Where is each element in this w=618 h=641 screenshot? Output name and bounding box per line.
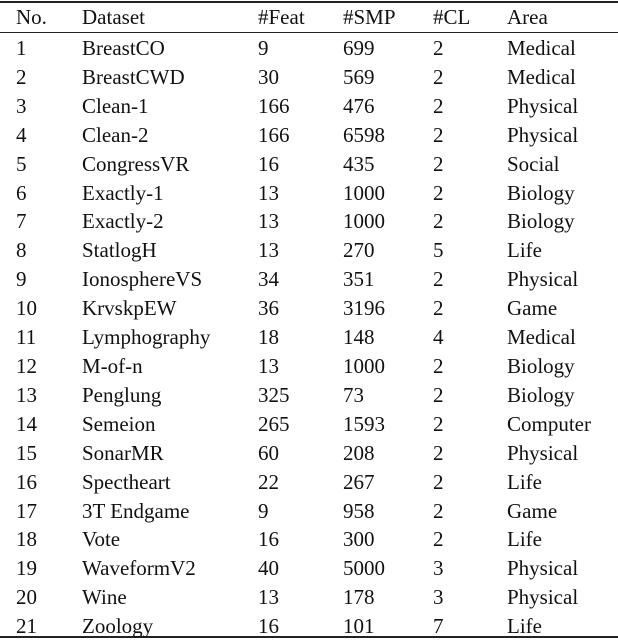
cell-no: 3 [16, 93, 27, 118]
cell-cl: 2 [433, 93, 444, 118]
cell-area: Life [507, 614, 542, 639]
cell-cl: 2 [433, 382, 444, 407]
cell-smp: 300 [343, 527, 375, 552]
cell-dataset: BreastCWD [82, 64, 185, 89]
cell-area: Physical [507, 556, 579, 581]
cell-feat: 13 [258, 209, 279, 234]
cell-dataset: M-of-n [82, 353, 143, 378]
table-row [0, 32, 618, 63]
cell-area: Computer [507, 411, 591, 436]
cell-no: 18 [16, 527, 37, 552]
cell-dataset: Exactly-2 [82, 209, 164, 234]
table-row [0, 294, 618, 323]
cell-cl: 5 [433, 238, 444, 263]
cell-cl: 2 [433, 498, 444, 523]
cell-feat: 265 [258, 411, 290, 436]
cell-cl: 3 [433, 585, 444, 610]
cell-cl: 2 [433, 527, 444, 552]
cell-feat: 9 [258, 36, 269, 60]
table-row [0, 150, 618, 179]
cell-dataset: Spectheart [82, 469, 171, 494]
datasets-table [0, 3, 618, 641]
cell-no: 4 [16, 122, 27, 147]
cell-dataset: IonosphereVS [82, 267, 203, 292]
cell-feat: 13 [258, 353, 279, 378]
cell-area: Physical [507, 122, 579, 147]
header-dataset: Dataset [82, 5, 145, 29]
cell-smp: 178 [343, 585, 375, 610]
table-row [0, 525, 618, 554]
cell-cl: 4 [433, 325, 444, 350]
cell-feat: 18 [258, 325, 279, 350]
cell-cl: 3 [433, 556, 444, 581]
cell-area: Game [507, 498, 558, 523]
cell-cl: 2 [433, 180, 444, 205]
cell-cl: 7 [433, 614, 444, 639]
cell-area: Biology [507, 353, 575, 378]
cell-smp: 1000 [343, 209, 385, 234]
cell-area: Physical [507, 585, 579, 610]
cell-area: Social [507, 151, 560, 176]
cell-area: Medical [507, 325, 576, 350]
header-feat: #Feat [258, 5, 305, 29]
cell-smp: 476 [343, 93, 375, 118]
cell-dataset: CongressVR [82, 151, 190, 176]
table-row [0, 121, 618, 150]
table-row [0, 265, 618, 294]
cell-feat: 16 [258, 151, 279, 176]
cell-no: 2 [16, 64, 27, 89]
cell-smp: 351 [343, 267, 375, 292]
cell-feat: 60 [258, 440, 279, 465]
cell-feat: 166 [258, 122, 290, 147]
cell-smp: 699 [343, 36, 375, 60]
cell-area: Game [507, 296, 558, 321]
cell-no: 9 [16, 267, 27, 292]
cell-area: Physical [507, 440, 579, 465]
cell-area: Life [507, 238, 542, 263]
cell-smp: 6598 [343, 122, 385, 147]
cell-smp: 208 [343, 440, 375, 465]
cell-area: Life [507, 469, 542, 494]
cell-cl: 2 [433, 469, 444, 494]
cell-no: 13 [16, 382, 37, 407]
cell-feat: 13 [258, 585, 279, 610]
cell-no: 8 [16, 238, 27, 263]
cell-smp: 569 [343, 64, 375, 89]
table-body [0, 32, 618, 641]
cell-no: 7 [16, 209, 27, 234]
cell-no: 15 [16, 440, 37, 465]
cell-no: 20 [16, 585, 37, 610]
cell-area: Physical [507, 93, 579, 118]
cell-smp: 1593 [343, 411, 385, 436]
table-row [0, 323, 618, 352]
cell-feat: 13 [258, 238, 279, 263]
cell-dataset: 3T Endgame [82, 498, 190, 523]
cell-area: Life [507, 527, 542, 552]
table-row [0, 583, 618, 612]
table-row [0, 179, 618, 208]
cell-no: 6 [16, 180, 27, 205]
cell-smp: 1000 [343, 180, 385, 205]
cell-dataset: BreastCO [82, 36, 165, 60]
table-row [0, 352, 618, 381]
cell-cl: 2 [433, 267, 444, 292]
header-smp: #SMP [343, 5, 396, 29]
table-row [0, 612, 618, 641]
cell-dataset: Penglung [82, 382, 162, 407]
table-row [0, 439, 618, 468]
cell-area: Biology [507, 209, 575, 234]
cell-smp: 3196 [343, 296, 385, 321]
cell-feat: 34 [258, 267, 279, 292]
header-area: Area [507, 5, 548, 29]
cell-dataset: SonarMR [82, 440, 164, 465]
cell-feat: 16 [258, 614, 279, 639]
cell-area: Biology [507, 382, 575, 407]
table-row [0, 381, 618, 410]
table-row [0, 468, 618, 497]
cell-no: 19 [16, 556, 37, 581]
cell-no: 11 [16, 325, 37, 350]
cell-dataset: Vote [82, 527, 121, 552]
cell-dataset: Exactly-1 [82, 180, 164, 205]
cell-no: 16 [16, 469, 37, 494]
cell-no: 21 [16, 614, 37, 639]
cell-cl: 2 [433, 296, 444, 321]
cell-feat: 36 [258, 296, 279, 321]
cell-no: 5 [16, 151, 27, 176]
cell-smp: 5000 [343, 556, 385, 581]
cell-dataset: KrvskpEW [82, 296, 177, 321]
header-row [0, 3, 618, 32]
cell-feat: 30 [258, 64, 279, 89]
cell-dataset: WaveformV2 [82, 556, 196, 581]
cell-dataset: Clean-2 [82, 122, 149, 147]
cell-cl: 2 [433, 411, 444, 436]
cell-no: 17 [16, 498, 37, 523]
cell-dataset: StatlogH [82, 238, 157, 263]
cell-area: Medical [507, 64, 576, 89]
cell-dataset: Wine [82, 585, 127, 610]
cell-smp: 435 [343, 151, 375, 176]
cell-dataset: Zoology [82, 614, 154, 639]
cell-cl: 2 [433, 151, 444, 176]
table-row [0, 207, 618, 236]
cell-cl: 2 [433, 209, 444, 234]
cell-smp: 148 [343, 325, 375, 350]
table-row [0, 92, 618, 121]
cell-smp: 958 [343, 498, 375, 523]
header-no: No. [16, 5, 47, 29]
table-row [0, 497, 618, 526]
cell-smp: 267 [343, 469, 375, 494]
header-cl: #CL [433, 5, 471, 29]
cell-cl: 2 [433, 440, 444, 465]
cell-feat: 325 [258, 382, 290, 407]
cell-feat: 166 [258, 93, 290, 118]
cell-no: 1 [16, 36, 27, 60]
cell-feat: 13 [258, 180, 279, 205]
cell-smp: 270 [343, 238, 375, 263]
cell-smp: 1000 [343, 353, 385, 378]
cell-no: 14 [16, 411, 37, 436]
cell-feat: 22 [258, 469, 279, 494]
cell-feat: 9 [258, 498, 269, 523]
cell-smp: 73 [343, 382, 364, 407]
cell-cl: 2 [433, 122, 444, 147]
cell-dataset: Semeion [82, 411, 156, 436]
cell-cl: 2 [433, 64, 444, 89]
cell-feat: 16 [258, 527, 279, 552]
cell-dataset: Clean-1 [82, 93, 149, 118]
cell-smp: 101 [343, 614, 375, 639]
cell-dataset: Lymphography [82, 325, 211, 350]
cell-area: Biology [507, 180, 575, 205]
table-row [0, 410, 618, 439]
cell-area: Physical [507, 267, 579, 292]
table-row [0, 236, 618, 265]
cell-no: 12 [16, 353, 37, 378]
cell-cl: 2 [433, 353, 444, 378]
cell-feat: 40 [258, 556, 279, 581]
table-row [0, 63, 618, 92]
cell-cl: 2 [433, 36, 444, 60]
table-row [0, 554, 618, 583]
cell-no: 10 [16, 296, 37, 321]
cell-area: Medical [507, 36, 576, 60]
